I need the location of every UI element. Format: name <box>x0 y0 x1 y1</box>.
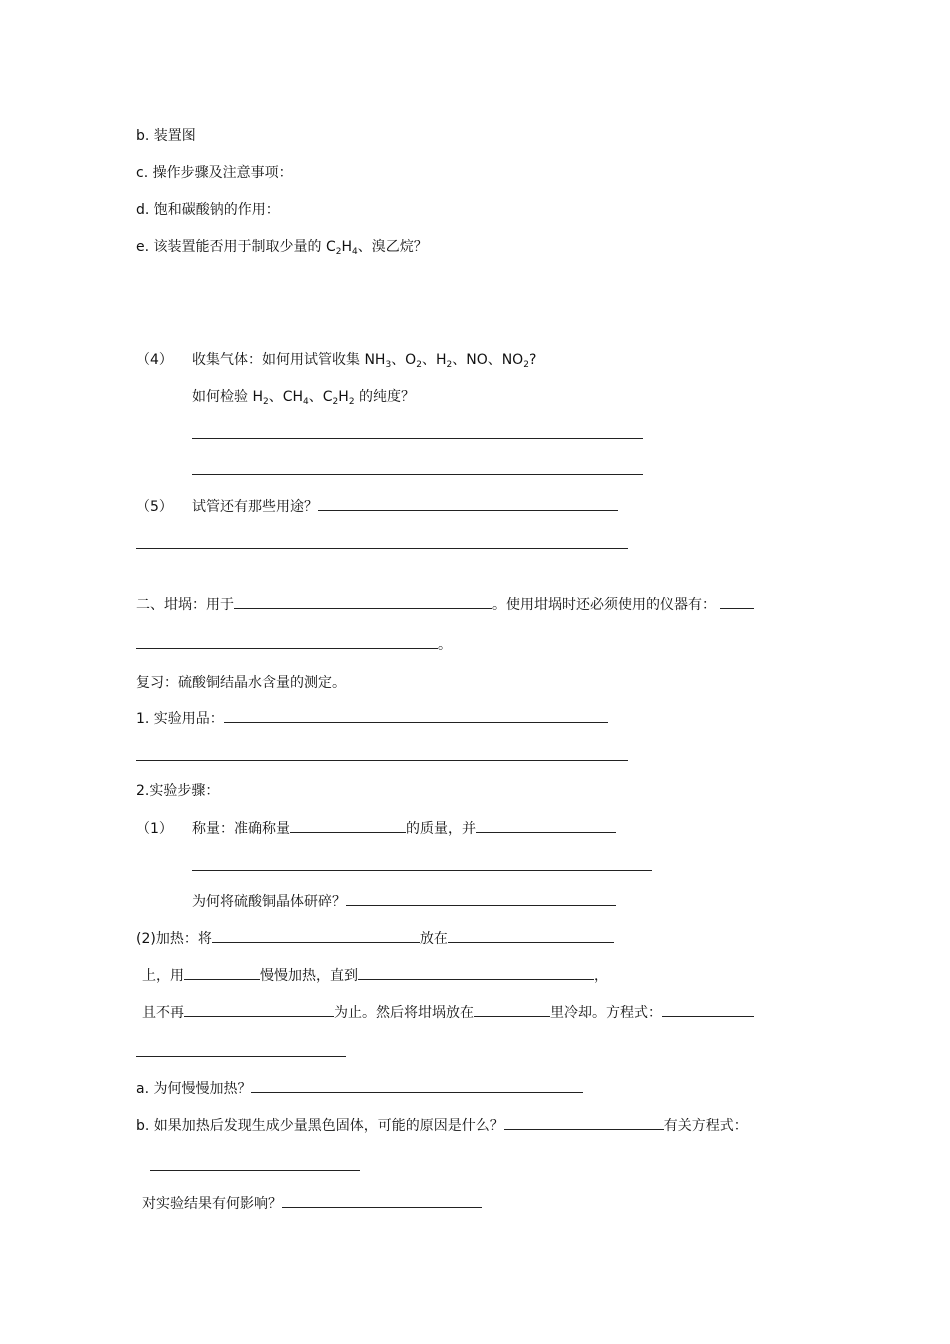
item-e: e. 该装置能否用于制取少量的 $C_2H_4$、溴乙烷？ <box>136 239 428 257</box>
answer-blank[interactable] <box>448 928 614 943</box>
steps-heading: 2.实验步骤： <box>136 783 220 799</box>
answer-blank[interactable] <box>476 818 616 833</box>
answer-blank[interactable] <box>184 965 260 980</box>
answer-blank[interactable] <box>251 1078 583 1093</box>
answer-blank[interactable] <box>192 474 643 475</box>
answer-blank[interactable] <box>136 634 438 649</box>
grind-question: 为何将硫酸铜晶体研碎？ <box>192 891 616 912</box>
answer-blank[interactable] <box>282 1193 482 1208</box>
q4-number: （4） <box>136 352 173 368</box>
answer-blank[interactable] <box>290 818 406 833</box>
question-b: b. 如果加热后发现生成少量黑色固体，可能的原因是什么？ 有关方程式： <box>136 1115 748 1136</box>
answer-blank[interactable] <box>136 760 628 761</box>
answer-blank[interactable] <box>358 965 594 980</box>
crucible-line: 二、坩埚：用于 。使用坩埚时还必须使用的仪器有： <box>136 594 754 615</box>
q4-line: （4） 收集气体：如何用试管收集 $NH_3$、$O_2$、$H_2$、NO、$NO_2$? <box>136 352 537 370</box>
item-b: b. 装置图 <box>136 128 196 144</box>
answer-blank[interactable] <box>346 891 616 906</box>
answer-blank[interactable] <box>504 1115 664 1130</box>
heat-line-1: (2)加热：将 放在 <box>136 928 614 949</box>
crucible-line-2: 。 <box>136 634 452 655</box>
weigh-number: （1） <box>136 821 173 837</box>
answer-blank[interactable] <box>136 548 628 549</box>
question-a: a. 为何慢慢加热？ <box>136 1078 583 1099</box>
answer-blank[interactable] <box>720 594 754 609</box>
q5-line: （5） 试管还有那些用途？ <box>136 496 618 517</box>
answer-blank[interactable] <box>184 1002 334 1017</box>
item-c: c. 操作步骤及注意事项： <box>136 165 293 181</box>
answer-blank[interactable] <box>474 1002 550 1017</box>
effect-question: 对实验结果有何影响？ <box>142 1193 482 1214</box>
answer-blank[interactable] <box>212 928 420 943</box>
answer-blank[interactable] <box>224 708 608 723</box>
q5-number: （5） <box>136 499 173 515</box>
q4-purity-question: 如何检验 $H_2$、$CH_4$、$C_2H_2$ 的纯度？ <box>192 389 415 407</box>
answer-blank[interactable] <box>150 1170 360 1171</box>
item-d: d. 饱和碳酸钠的作用： <box>136 202 280 218</box>
answer-blank[interactable] <box>318 496 618 511</box>
materials-line: 1. 实验用品： <box>136 708 608 729</box>
answer-blank[interactable] <box>136 1056 346 1057</box>
answer-blank[interactable] <box>192 870 652 871</box>
heat-line-2: 上，用 慢慢加热，直到 ， <box>142 965 608 986</box>
answer-blank[interactable] <box>662 1002 754 1017</box>
weigh-line: （1） 称量：准确称量 的质量，并 <box>136 818 616 839</box>
review-title: 复习：硫酸铜结晶水含量的测定。 <box>136 675 346 691</box>
answer-blank[interactable] <box>192 438 643 439</box>
answer-blank[interactable] <box>234 594 492 609</box>
heat-line-3: 且不再 为止。然后将坩埚放在 里冷却。方程式： <box>142 1002 754 1023</box>
